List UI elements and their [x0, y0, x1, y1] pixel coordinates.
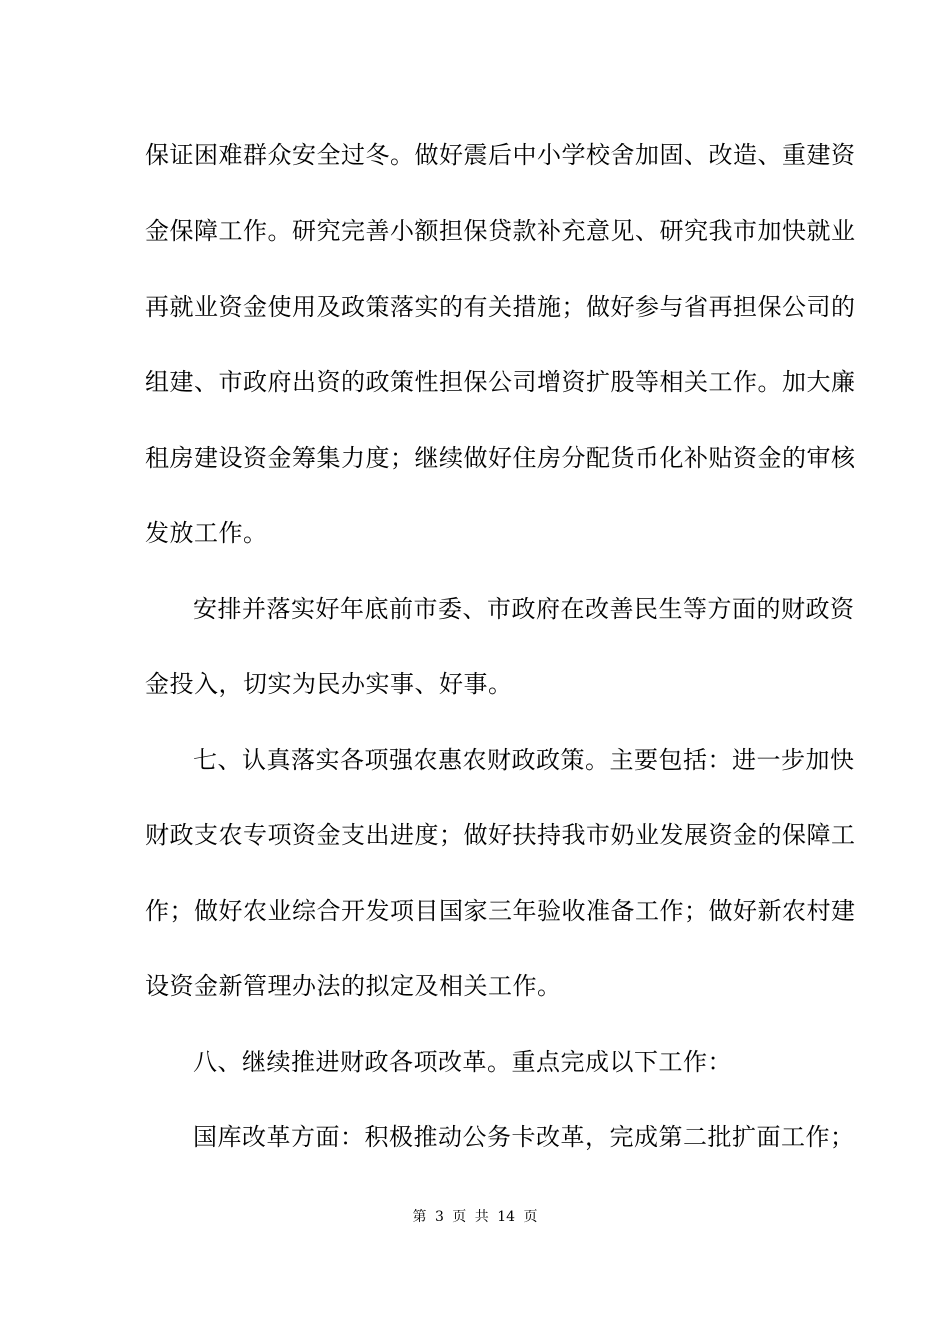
text-line: 发放工作。 — [145, 519, 268, 547]
paragraph-first-line: 国库改革方面：积极推动公务卡改革，完成第二批扩面工作； — [193, 1123, 855, 1151]
text-line: 财政支农专项资金支出进度；做好扶持我市奶业发展资金的保障工 — [145, 821, 856, 849]
text-line: 组建、市政府出资的政策性担保公司增资扩股等相关工作。加大廉 — [145, 368, 856, 396]
section-heading-7: 七、认真落实各项强农惠农财政政策。主要包括：进一步加快 — [193, 746, 855, 774]
page-number-footer: 第 3 页 共 14 页 — [412, 1209, 538, 1225]
text-line: 金投入，切实为民办实事、好事。 — [145, 670, 513, 698]
text-line: 租房建设资金筹集力度；继续做好住房分配货币化补贴资金的审核 — [145, 444, 856, 472]
section-heading-8: 八、继续推进财政各项改革。重点完成以下工作： — [193, 1048, 732, 1076]
text-line: 再就业资金使用及政策落实的有关措施；做好参与省再担保公司的 — [145, 293, 856, 321]
text-line: 作；做好农业综合开发项目国家三年验收准备工作；做好新农村建 — [145, 897, 856, 925]
text-line: 金保障工作。研究完善小额担保贷款补充意见、研究我市加快就业 — [145, 217, 856, 245]
text-line: 设资金新管理办法的拟定及相关工作。 — [145, 972, 562, 1000]
paragraph-first-line: 安排并落实好年底前市委、市政府在改善民生等方面的财政资 — [193, 595, 855, 623]
text-line: 保证困难群众安全过冬。做好震后中小学校舍加固、改造、重建资 — [145, 141, 856, 169]
